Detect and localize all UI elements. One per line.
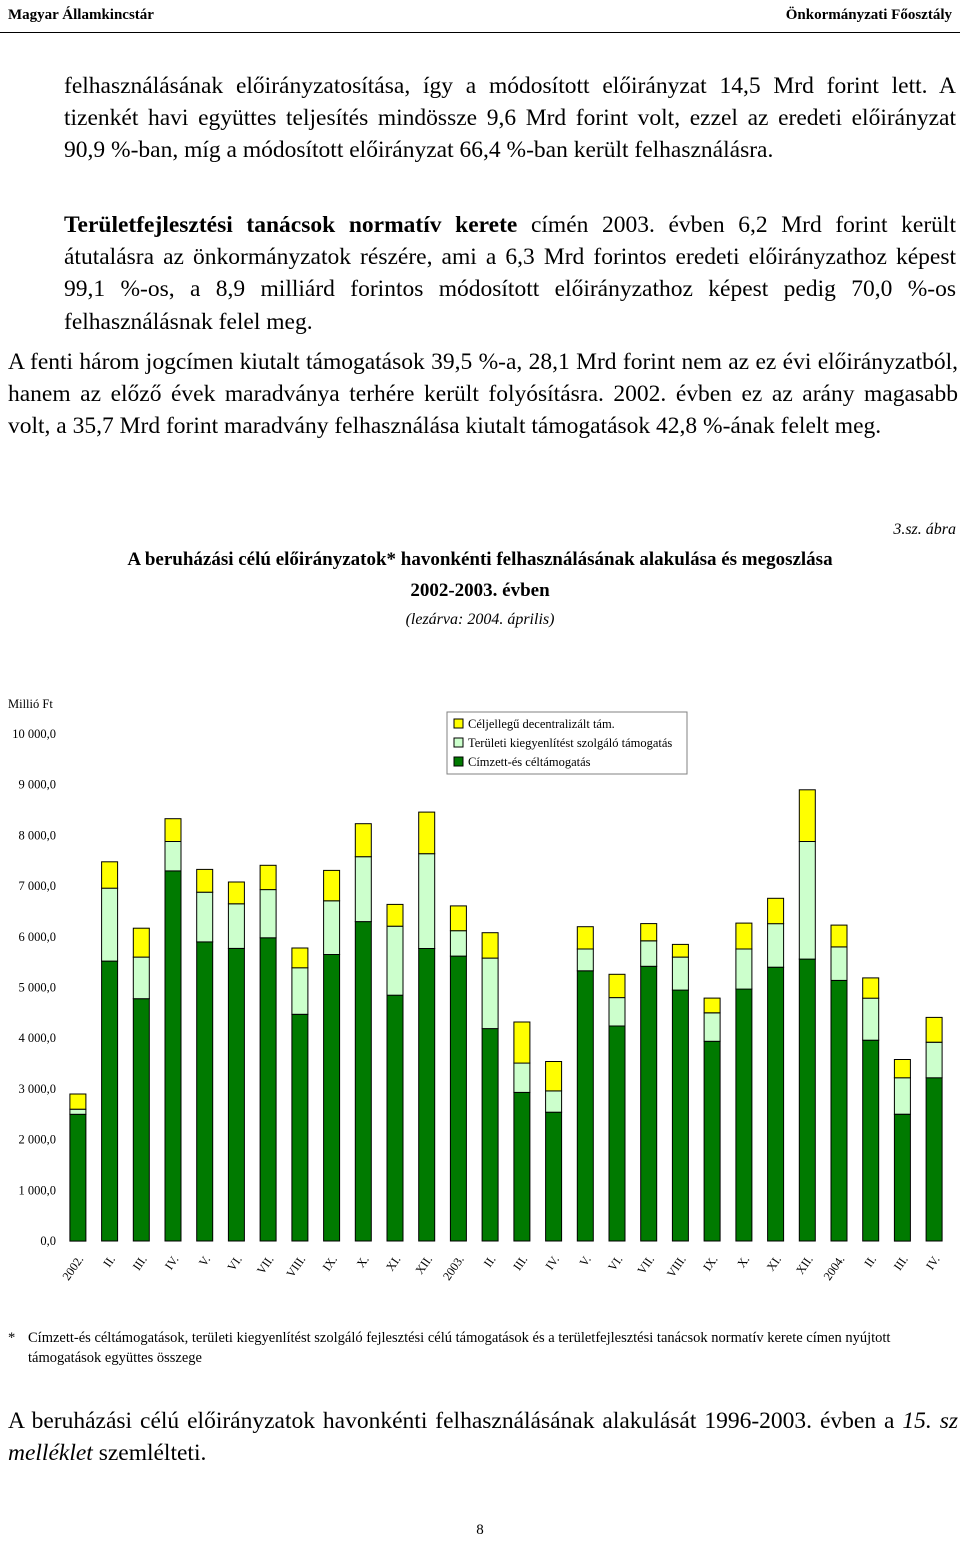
bar-segment-series-2 [419,812,435,854]
bar-segment-series-1 [260,890,276,938]
bar-segment-series-2 [165,819,181,842]
bar-segment-series-0 [482,1029,498,1241]
header-left: Magyar Államkincstár [8,7,154,23]
x-tick-label: XII. [412,1252,436,1277]
x-tick-label: III. [129,1252,150,1274]
y-tick-label: 6 000,0 [18,929,56,944]
bar-segment-series-2 [292,948,308,968]
bar-segment-series-2 [546,1062,562,1091]
legend-entry: Céljellegű decentralizált tám. [468,717,615,731]
bar-segment-series-2 [672,944,688,957]
x-tick-label: X. [734,1252,753,1271]
y-tick-label: 5 000,0 [18,980,56,995]
bar-segment-series-0 [672,990,688,1241]
bar-segment-series-2 [450,906,466,931]
header-rule [0,32,960,33]
bar-segment-series-1 [165,842,181,871]
x-tick-label: IX. [319,1252,341,1274]
x-tick-label: X. [353,1252,372,1271]
x-tick-label: II. [100,1252,119,1270]
bar-segment-series-2 [641,924,657,941]
bar-segment-series-1 [228,904,244,949]
page-header [0,0,960,34]
bar-segment-series-0 [450,956,466,1241]
bar-segment-series-1 [514,1063,530,1092]
bar-segment-series-1 [831,947,847,981]
bar-segment-series-0 [419,949,435,1242]
bar-segment-series-0 [197,942,213,1241]
figure-number: 3.sz. ábra [893,521,956,538]
x-tick-label: III. [890,1252,911,1274]
x-tick-label: IV. [542,1252,563,1273]
y-tick-label: 4 000,0 [18,1031,56,1046]
figure-note: (lezárva: 2004. április) [405,611,555,628]
bar-segment-series-2 [228,882,244,904]
bar-segment-series-2 [704,998,720,1013]
figure-years: 2002-2003. évben [410,580,550,601]
bar-segment-series-2 [609,974,625,997]
bar-segment-series-0 [799,959,815,1241]
bar-segment-series-2 [577,927,593,949]
bar-segment-series-2 [831,925,847,947]
paragraph-2-bold: Területfejlesztési tanácsok normatív kerete [64,212,518,238]
bar-segment-series-2 [863,978,879,998]
x-tick-label: VI. [605,1252,626,1274]
bar-segment-series-1 [133,957,149,999]
bar-segment-series-0 [133,999,149,1241]
bar-segment-series-2 [894,1060,910,1078]
y-tick-label: 7 000,0 [18,879,56,894]
bar-segment-series-0 [926,1078,942,1241]
x-tick-label: XII. [793,1252,816,1277]
x-tick-label: 2004. [820,1252,848,1283]
y-tick-label: 1 000,0 [18,1183,56,1198]
bar-segment-series-1 [292,968,308,1015]
bar-segment-series-1 [894,1078,910,1115]
legend-swatch [454,719,463,728]
page-number: 8 [476,1522,484,1538]
paragraph-2 [64,209,956,338]
bar-segment-series-1 [799,842,815,960]
bar-segment-series-0 [736,989,752,1241]
bar-segment-series-2 [736,923,752,949]
paragraph-1: felhasználásának előirányzatosítása, így a módosított előirányzat 14,5 Mrd forint lett. A tizenkét havi együttes teljesítés mindössze 9,6 Mrd forint volt, ezzel az eredeti előirányzat 90,9 %-ban, míg a módosított előirányzat 66,4 %-ban került felhasználásra. [64,73,956,164]
bar-segment-series-0 [292,1014,308,1241]
bar-segment-series-0 [514,1092,530,1241]
bar-segment-series-1 [482,958,498,1029]
bar-segment-series-0 [70,1114,86,1241]
bar-segment-series-1 [102,888,118,961]
y-tick-label: 9 000,0 [18,777,56,792]
bar-segment-series-1 [324,901,340,955]
bar-segment-series-1 [355,857,371,922]
footnote-text: Címzett-és céltámogatások, területi kiegyenlítést szolgáló fejlesztési célú támogatások és a területfejlesztési tanácsok normatív kerete címen nyújtott támogatások együttes összege [28,1330,891,1366]
bar-segment-series-1 [609,998,625,1026]
bar-segment-series-1 [736,949,752,989]
figure-title: A beruházási célú előirányzatok* havonkénti felhasználásának alakulása és megoszlása [127,549,833,570]
x-tick-label: VIII. [283,1252,309,1281]
bar-segment-series-1 [450,931,466,956]
bar-segment-series-2 [355,824,371,857]
x-tick-label: II. [861,1252,880,1270]
bar-segment-series-0 [641,966,657,1241]
bar-segment-series-0 [165,871,181,1241]
bar-segment-series-1 [546,1091,562,1112]
bar-segment-series-1 [926,1042,942,1078]
y-tick-label: 0,0 [40,1234,56,1248]
bar-segment-series-1 [704,1013,720,1041]
paragraph-3: A fenti három jogcímen kiutalt támogatások 39,5 %-a, 28,1 Mrd forint nem az ez évi előirányzatból, hanem az előző évek maradványa terhére került folyósításra. 2002. évben ez az arány magasabb volt, a 35,7 Mrd forint maradvány felhasználása kiutalt támogatások 42,8 %-ának felelt meg. [8,349,958,440]
x-tick-label: IV. [161,1252,182,1273]
chart-legend [447,712,687,774]
bar-segment-series-0 [609,1026,625,1241]
bar-segment-series-2 [387,904,403,926]
x-tick-label: V. [576,1252,594,1270]
bar-segment-series-0 [894,1114,910,1241]
bar-segment-series-0 [768,967,784,1241]
bar-segment-series-0 [102,961,118,1241]
bar-segment-series-1 [768,924,784,968]
paragraph-4-ref: 15. sz melléklet [8,1408,958,1467]
bar-segment-series-2 [768,898,784,923]
bar-segment-series-0 [831,980,847,1241]
legend-entry: Területi kiegyenlítést szolgáló támogatás [468,736,673,750]
x-tick-label: II. [480,1252,499,1270]
y-tick-label: 2 000,0 [18,1132,56,1147]
x-tick-label: VIII. [663,1252,689,1281]
bar-segment-series-1 [387,926,403,995]
x-tick-label: 2003. [439,1252,467,1283]
x-tick-label: XI. [763,1252,785,1274]
paragraph-4-a: A beruházási célú előirányzatok havonkénti felhasználásának alakulását 1996-2003. évben a [8,1408,903,1434]
footnote [8,1328,958,1368]
y-tick-label: 8 000,0 [18,828,56,843]
bar-segment-series-2 [260,865,276,889]
bar-segment-series-0 [704,1041,720,1241]
x-tick-label: VII. [634,1252,658,1277]
x-tick-label: XI. [383,1252,404,1274]
bar-segment-series-1 [672,957,688,990]
x-tick-label: IX. [700,1252,721,1274]
y-tick-label: 3 000,0 [18,1081,56,1096]
stacked-bar-chart [0,690,960,1290]
bar-segment-series-0 [577,971,593,1241]
bar-segment-series-1 [863,998,879,1040]
legend-swatch [454,738,463,747]
bar-segment-series-1 [641,941,657,966]
bar-segment-series-0 [546,1112,562,1241]
bar-segment-series-2 [482,933,498,958]
y-tick-label: 10 000,0 [12,727,56,741]
paragraph-2-rest: címén 2003. évben 6,2 Mrd forint került átutalásra az önkormányzatok részére, ami a 6,3 Mrd forintos eredeti előirányzathoz képest 99,1 %-os, a 8,9 milliárd forintos módosított előirányzathoz képest pedig 70,0 %-os felhasználásnak felel meg. [64,212,956,335]
bar-segment-series-0 [863,1040,879,1241]
x-tick-label: V. [195,1252,214,1270]
y-axis-label: Millió Ft [8,697,53,711]
paragraph-4-c: szemlélteti. [92,1440,207,1467]
x-tick-label: VII. [253,1252,277,1277]
bar-segment-series-2 [514,1022,530,1063]
bar-segment-series-2 [324,870,340,900]
bar-segment-series-1 [419,854,435,949]
legend-swatch [454,757,463,766]
x-tick-label: IV. [922,1252,943,1273]
bar-segment-series-2 [102,862,118,888]
footnote-star: * [8,1330,16,1346]
bar-segment-series-2 [926,1017,942,1042]
x-tick-label: 2002. [59,1252,87,1283]
legend-entry: Címzett-és céltámogatás [468,755,591,769]
bar-segment-series-2 [133,928,149,957]
bar-segment-series-0 [260,938,276,1241]
header-right: Önkormányzati Főosztály [785,7,952,23]
bar-segment-series-2 [197,869,213,892]
bar-segment-series-0 [387,995,403,1241]
bar-segment-series-0 [355,922,371,1241]
bar-segment-series-1 [197,892,213,942]
bar-segment-series-0 [324,955,340,1242]
bar-segment-series-1 [577,949,593,971]
paragraph-4 [8,1405,958,1469]
bar-segment-series-1 [70,1109,86,1114]
bar-segment-series-2 [70,1094,86,1109]
x-tick-label: VI. [224,1252,245,1274]
bar-segment-series-0 [228,949,244,1242]
bar-segment-series-2 [799,790,815,842]
x-tick-label: III. [510,1252,531,1274]
